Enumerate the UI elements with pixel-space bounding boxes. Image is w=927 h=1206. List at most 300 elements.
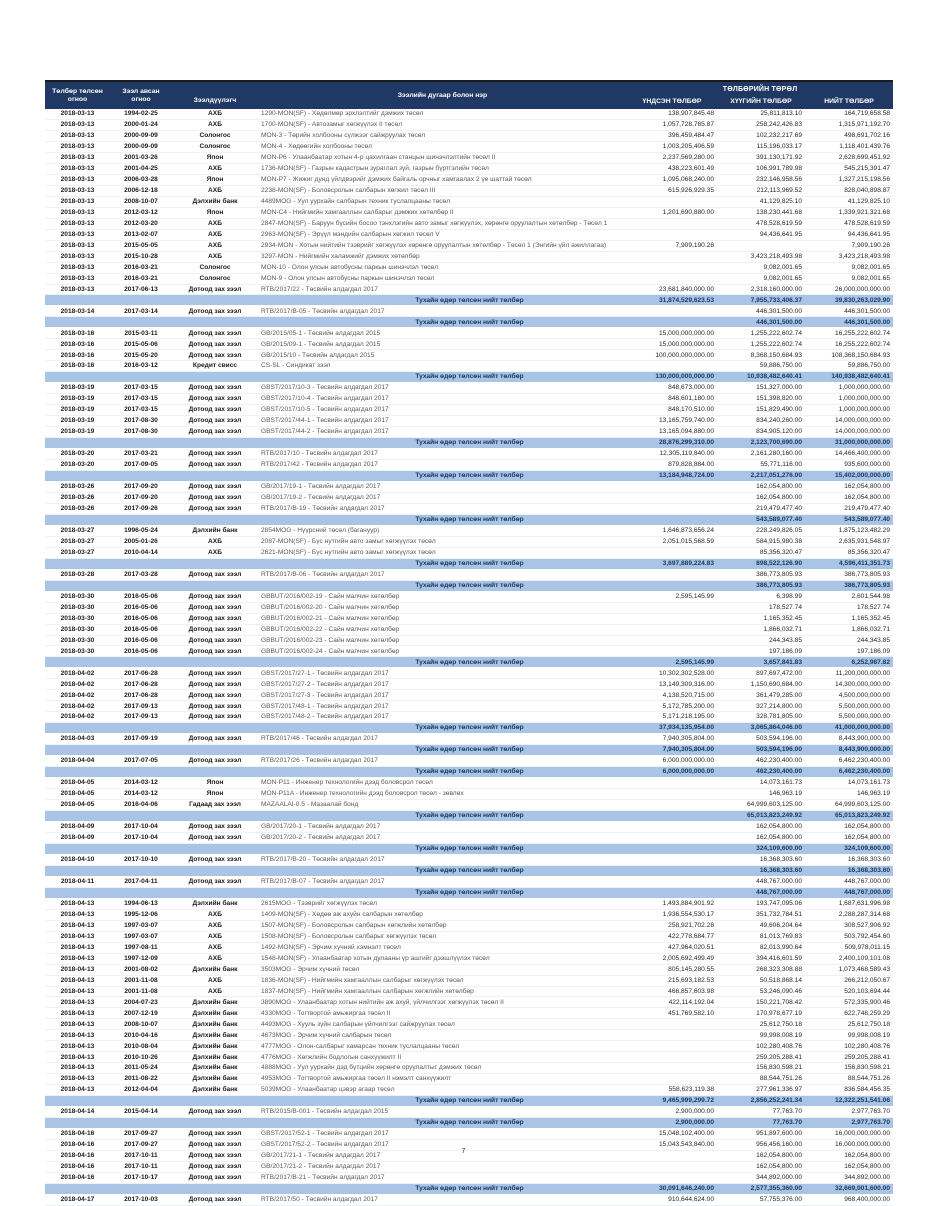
payment-date-cell: 2018-04-16 (45, 1172, 110, 1183)
daily-total-label: Тухайн өдөр төлсөн нийт төлбөр (45, 887, 627, 898)
total-cell: 41,129,825.10 (805, 196, 893, 207)
interest-cell: 59,886,750.00 (717, 361, 805, 372)
loan-name-cell: 2934-MON - Хотын нийтийн тээврийг хөгжүүлэх хөрөнгө оруулалтын хөтөлбөр - Төсөл 1 (Энгийн үйл ажиллагаа) (258, 240, 627, 251)
principal-cell: 910,644,624.00 (627, 1194, 717, 1205)
lender-cell: АХБ (172, 119, 258, 130)
loan-name-cell: 4330MOG - Тогтвортой амьжиргаа төсөл II (258, 1008, 627, 1019)
lender-cell: Дотоод зах зээл (172, 668, 258, 679)
payment-date-cell: 2018-03-30 (45, 602, 110, 613)
loan-name-cell: MON-9 - Олон улсын автобусны паркын шинэчлэл төсөл (258, 273, 627, 284)
payment-date-cell: 2018-03-13 (45, 207, 110, 218)
payment-date-cell: 2018-03-13 (45, 152, 110, 163)
lender-cell: Дотоод зах зээл (172, 328, 258, 339)
summary-total-cell: 6,462,230,400.00 (805, 767, 893, 778)
loan-date-cell: 2017-09-13 (110, 712, 172, 723)
payment-row (45, 931, 893, 942)
lender-cell: АХБ (172, 942, 258, 953)
loan-name-cell: 2087-MON(SF) - Бүс нутгийн авто замыг хөгжүүлэх төсөл (258, 536, 627, 547)
payment-date-cell: 2018-04-05 (45, 789, 110, 800)
loan-name-cell: GBBUT/2016/002-22 - Сайн малчин хөтөлбөр (258, 624, 627, 635)
payment-row (45, 229, 893, 240)
loan-name-cell: 2963-MON(SF) - Эрүүл мэндийн салбарын хөгжил төсөл V (258, 229, 627, 240)
principal-cell: 7,940,305,804.00 (627, 734, 717, 745)
total-cell: 1,165,352.45 (805, 613, 893, 624)
summary-interest-cell: 324,109,600.00 (717, 843, 805, 854)
header-total: НИЙТ ТӨЛБӨР (805, 96, 893, 109)
daily-total-row (45, 745, 893, 756)
lender-cell: Солонгос (172, 130, 258, 141)
loan-name-cell: RTB/2017/B-19 - Төсвийн алдагдал 2017 (258, 503, 627, 514)
total-cell: 26,000,000,000.00 (805, 284, 893, 295)
total-cell: 3,423,218,493.98 (805, 251, 893, 262)
loan-name-cell: MON-P6 - Улаанбаатар хотын 4-р цахилгаан станцын шинэчлэлтийн төсөл II (258, 152, 627, 163)
payment-date-cell: 2018-03-16 (45, 361, 110, 372)
summary-principal-cell (627, 865, 717, 876)
lender-cell: АХБ (172, 240, 258, 251)
total-cell: 7,909,190.28 (805, 240, 893, 251)
interest-cell: 8,368,150,684.93 (717, 350, 805, 361)
total-cell: 16,000,000,000.00 (805, 1140, 893, 1151)
loan-name-cell: GBST/2017/10-4 - Төсвийн алдагдал 2017 (258, 394, 627, 405)
loan-name-cell: 2847-MON(SF) - Баруун бүсийн босоо тэнхлэгийн авто замыг хөгжүүлэх, хөрөнгө оруулалтын хөтөлбөр - Төсөл 1 (258, 218, 627, 229)
loan-date-cell: 2015-10-28 (110, 251, 172, 262)
interest-cell: 478,528,619.59 (717, 218, 805, 229)
total-cell: 344,892,000.00 (805, 1172, 893, 1183)
interest-cell: 162,054,800.00 (717, 1162, 805, 1173)
loan-name-cell: 3297-MON - Нийгмийн халамжийг дэмжих хөтөлбөр (258, 251, 627, 262)
payment-row (45, 1063, 893, 1074)
payment-date-cell: 2018-03-19 (45, 394, 110, 405)
payment-date-cell: 2018-04-13 (45, 920, 110, 931)
loan-date-cell: 2017-03-15 (110, 383, 172, 394)
total-cell: 59,886,750.00 (805, 361, 893, 372)
header-payment-date: Төлбөр төлсөн огноо (45, 81, 110, 109)
total-cell: 1,118,401,439.76 (805, 141, 893, 152)
header-loan-date: Зээл авсан огноо (110, 81, 172, 109)
principal-cell: 396,459,484.47 (627, 130, 717, 141)
loan-date-cell: 2017-06-28 (110, 668, 172, 679)
principal-cell: 805,145,280.55 (627, 964, 717, 975)
total-cell: 836,584,456.35 (805, 1085, 893, 1096)
daily-total-row (45, 811, 893, 822)
total-cell: 11,200,000,000.00 (805, 668, 893, 679)
total-cell: 16,255,222,602.74 (805, 339, 893, 350)
payment-row (45, 328, 893, 339)
payment-date-cell: 2018-03-19 (45, 427, 110, 438)
lender-cell: АХБ (172, 909, 258, 920)
principal-cell: 1,057,728,765.87 (627, 119, 717, 130)
loan-date-cell: 2015-04-14 (110, 1107, 172, 1118)
loan-name-cell: RTB/2017/B-06 - Төсвийн алдагдал 2017 (258, 569, 627, 580)
summary-principal-cell: 31,874,529,623.53 (627, 295, 717, 306)
payment-date-cell: 2018-03-30 (45, 624, 110, 635)
summary-interest-cell: 7,955,733,406.37 (717, 295, 805, 306)
interest-cell: 951,897,600.00 (717, 1129, 805, 1140)
lender-cell: Дэлхийн банк (172, 1052, 258, 1063)
summary-interest-cell: 2,217,051,276.00 (717, 470, 805, 481)
principal-cell (627, 361, 717, 372)
principal-cell (627, 1063, 717, 1074)
interest-cell: 2,161,280,160.00 (717, 449, 805, 460)
summary-principal-cell: 6,000,000,000.00 (627, 767, 717, 778)
lender-cell: Дотоод зах зээл (172, 854, 258, 865)
payment-row (45, 1172, 893, 1183)
payment-date-cell: 2018-04-13 (45, 986, 110, 997)
loan-date-cell: 2017-09-20 (110, 492, 172, 503)
payment-row (45, 832, 893, 843)
interest-cell: 834,240,260.00 (717, 416, 805, 427)
payment-date-cell: 2018-04-13 (45, 931, 110, 942)
daily-total-row (45, 470, 893, 481)
payment-date-cell: 2018-04-13 (45, 909, 110, 920)
principal-cell (627, 218, 717, 229)
payment-date-cell: 2018-04-16 (45, 1151, 110, 1162)
interest-cell: 9,082,001.65 (717, 273, 805, 284)
payment-date-cell: 2018-04-13 (45, 942, 110, 953)
total-cell: 266,212,050.67 (805, 975, 893, 986)
principal-cell (627, 646, 717, 657)
interest-cell: 138,230,441.68 (717, 207, 805, 218)
total-cell: 178,527.74 (805, 602, 893, 613)
principal-cell (627, 613, 717, 624)
summary-interest-cell: 386,773,805.93 (717, 580, 805, 591)
loan-name-cell: GB/2017/19-2 - Төсвийн алдагдал 2017 (258, 492, 627, 503)
payment-date-cell: 2018-04-09 (45, 832, 110, 843)
lender-cell: АХБ (172, 109, 258, 119)
lender-cell: Солонгос (172, 141, 258, 152)
daily-total-row (45, 1183, 893, 1194)
loan-name-cell: RTB/2017/B-21 - Төсвийн алдагдал 2017 (258, 1172, 627, 1183)
loan-name-cell: RTB/2017/B-05 - Төсвийн алдагдал 2017 (258, 306, 627, 317)
daily-total-label: Тухайн өдөр төлсөн нийт төлбөр (45, 1183, 627, 1194)
summary-interest-cell: 3,657,841.83 (717, 657, 805, 668)
table-body (45, 109, 893, 1205)
principal-cell: 5,172,785,200.00 (627, 701, 717, 712)
daily-total-row (45, 843, 893, 854)
header-principal: ҮНДСЭН ТӨЛБӨР (627, 96, 717, 109)
lender-cell: Дотоод зах зээл (172, 306, 258, 317)
principal-cell: 7,909,190.28 (627, 240, 717, 251)
lender-cell: Дотоод зах зээл (172, 569, 258, 580)
summary-total-cell: 39,830,263,029.90 (805, 295, 893, 306)
total-cell: 9,082,001.65 (805, 262, 893, 273)
total-cell: 162,054,800.00 (805, 481, 893, 492)
loan-name-cell: 1736-MON(SF) - Газрын кадастрын зураглал зүй, газрын бүртгэлийн төсөл (258, 163, 627, 174)
loan-date-cell: 2017-09-27 (110, 1140, 172, 1151)
principal-cell (627, 1041, 717, 1052)
total-cell: 2,635,931,548.97 (805, 536, 893, 547)
lender-cell: Дотоод зах зээл (172, 613, 258, 624)
payment-date-cell: 2018-03-19 (45, 416, 110, 427)
summary-interest-cell: 65,013,823,249.92 (717, 811, 805, 822)
payment-row (45, 591, 893, 602)
payment-row (45, 481, 893, 492)
principal-cell: 100,000,000,000.00 (627, 350, 717, 361)
lender-cell: Дотоод зах зээл (172, 427, 258, 438)
loan-name-cell: RTB/2017/46 - Төсвийн алдагдал 2017 (258, 734, 627, 745)
lender-cell: АХБ (172, 931, 258, 942)
lender-cell: Дотоод зах зээл (172, 1140, 258, 1151)
loan-name-cell: GB/2017/21-1 - Төсвийн алдагдал 2017 (258, 1151, 627, 1162)
interest-cell: 162,054,800.00 (717, 481, 805, 492)
principal-cell: 2,237,569,280.00 (627, 152, 717, 163)
interest-cell: 277,961,336.97 (717, 1085, 805, 1096)
lender-cell: Дотоод зах зээл (172, 405, 258, 416)
payment-date-cell: 2018-03-13 (45, 130, 110, 141)
interest-cell: 1,255,222,602.74 (717, 339, 805, 350)
principal-cell (627, 1052, 717, 1063)
loan-date-cell: 2016-03-21 (110, 273, 172, 284)
payment-row (45, 163, 893, 174)
loan-date-cell: 2017-09-20 (110, 481, 172, 492)
lender-cell: Дэлхийн банк (172, 1019, 258, 1030)
payment-row (45, 1052, 893, 1063)
loan-name-cell: 1290-MON(SF) - Хөдөлмөр эрхлэлтийг дэмжих төсөл (258, 109, 627, 119)
total-cell: 935,600,000.00 (805, 460, 893, 471)
interest-cell: 115,196,033.17 (717, 141, 805, 152)
payment-row (45, 536, 893, 547)
payment-row (45, 635, 893, 646)
payment-date-cell: 2018-04-13 (45, 1030, 110, 1041)
lender-cell: Дотоод зах зээл (172, 876, 258, 887)
lender-cell: Дотоод зах зээл (172, 602, 258, 613)
total-cell: 162,054,800.00 (805, 1151, 893, 1162)
loan-date-cell: 2006-03-28 (110, 174, 172, 185)
total-cell: 1,315,971,192.70 (805, 119, 893, 130)
lender-cell: Япон (172, 174, 258, 185)
interest-cell: 85,356,320.47 (717, 547, 805, 558)
payment-date-cell: 2018-04-13 (45, 1041, 110, 1052)
lender-cell: Дотоод зах зээл (172, 481, 258, 492)
payment-date-cell: 2018-03-14 (45, 306, 110, 317)
loan-name-cell: 1836-MON(SF) - Нийгмийн хамгааллын салбарыг хөгжүүлэх төсөл (258, 975, 627, 986)
loan-name-cell: GBST/2017/10-3 - Төсвийн алдагдал 2017 (258, 383, 627, 394)
principal-cell: 12,305,119,840.00 (627, 449, 717, 460)
loan-name-cell: RTB/2017/B-07 - Төсвийн алдагдал 2017 (258, 876, 627, 887)
summary-interest-cell: 10,938,482,640.41 (717, 372, 805, 383)
summary-interest-cell: 898,522,126.90 (717, 558, 805, 569)
daily-total-label: Тухайн өдөр төлсөн нийт төлбөр (45, 723, 627, 734)
loan-name-cell: MON-P7 - Жижиг дунд үйлдвэрийг дэмжих байгаль орчныг хамгаалах 2 үе шаттай төсөл (258, 174, 627, 185)
lender-cell: Дотоод зах зээл (172, 690, 258, 701)
total-cell: 503,792,454.60 (805, 931, 893, 942)
summary-interest-cell: 77,763.70 (717, 1118, 805, 1129)
summary-principal-cell: 30,091,646,240.00 (627, 1183, 717, 1194)
loan-date-cell: 2015-05-20 (110, 350, 172, 361)
payment-date-cell: 2018-04-02 (45, 701, 110, 712)
lender-cell: Гадаад зах зээл (172, 800, 258, 811)
total-cell: 1,000,000,000.00 (805, 383, 893, 394)
payment-row (45, 1074, 893, 1085)
summary-total-cell: 6,252,987.82 (805, 657, 893, 668)
interest-cell: 94,436,641.95 (717, 229, 805, 240)
loan-name-cell: MON-C4 - Нийгмийн хамгааллын салбарыг дэмжих хөтөлбөр II (258, 207, 627, 218)
lender-cell: Дотоод зах зээл (172, 339, 258, 350)
payment-row (45, 306, 893, 317)
loan-date-cell: 2016-05-06 (110, 602, 172, 613)
principal-cell (627, 492, 717, 503)
total-cell: 572,335,900.46 (805, 997, 893, 1008)
payment-date-cell: 2018-04-13 (45, 1074, 110, 1085)
total-cell: 244,343.85 (805, 635, 893, 646)
summary-total-cell: 446,301,500.00 (805, 317, 893, 328)
principal-cell (627, 503, 717, 514)
lender-cell: Япон (172, 778, 258, 789)
payment-row (45, 778, 893, 789)
loan-date-cell: 1995-12-06 (110, 909, 172, 920)
loan-name-cell: CS-SL - Синдикат зээл (258, 361, 627, 372)
total-cell: 162,054,800.00 (805, 821, 893, 832)
total-cell: 5,500,000,000.00 (805, 701, 893, 712)
lender-cell: АХБ (172, 975, 258, 986)
interest-cell: 1,866,032.71 (717, 624, 805, 635)
interest-cell: 834,905,120.00 (717, 427, 805, 438)
payment-date-cell: 2018-04-02 (45, 668, 110, 679)
interest-cell: 82,013,990.64 (717, 942, 805, 953)
loan-name-cell: GBBUT/2016/002-19 - Сайн малчин хөтөлбөр (258, 591, 627, 602)
principal-cell: 4,138,520,715.00 (627, 690, 717, 701)
daily-total-label: Тухайн өдөр төлсөн нийт төлбөр (45, 767, 627, 778)
loan-name-cell: 3503MOG - Эрчим хүчний төсөл (258, 964, 627, 975)
total-cell: 162,054,800.00 (805, 1162, 893, 1173)
interest-cell: 102,280,408.76 (717, 1041, 805, 1052)
interest-cell: 151,398,820.00 (717, 394, 805, 405)
lender-cell: Дотоод зах зээл (172, 1172, 258, 1183)
payment-row (45, 942, 893, 953)
principal-cell: 422,778,684.77 (627, 931, 717, 942)
summary-total-cell: 31,000,000,000.00 (805, 438, 893, 449)
payment-date-cell: 2018-03-26 (45, 492, 110, 503)
lender-cell: Дотоод зах зээл (172, 492, 258, 503)
payment-date-cell: 2018-03-13 (45, 163, 110, 174)
principal-cell: 427,964,020.51 (627, 942, 717, 953)
loan-name-cell: RTB/2017/50 - Төсвийн алдагдал 2017 (258, 1194, 627, 1205)
principal-cell (627, 1074, 717, 1085)
loan-name-cell: GB/2017/21-2 - Төсвийн алдагдал 2017 (258, 1162, 627, 1173)
lender-cell: Дэлхийн банк (172, 898, 258, 909)
summary-interest-cell: 2,577,355,360.00 (717, 1183, 805, 1194)
principal-cell (627, 624, 717, 635)
principal-cell (627, 273, 717, 284)
daily-total-label: Тухайн өдөр төлсөн нийт төлбөр (45, 745, 627, 756)
lender-cell: Дотоод зах зээл (172, 646, 258, 657)
principal-cell (627, 251, 717, 262)
principal-cell (627, 196, 717, 207)
total-cell: 520,103,694.44 (805, 986, 893, 997)
principal-cell: 1,095,068,240.00 (627, 174, 717, 185)
total-cell: 446,301,500.00 (805, 306, 893, 317)
loan-date-cell: 2016-04-06 (110, 800, 172, 811)
lender-cell: Япон (172, 207, 258, 218)
daily-total-row (45, 514, 893, 525)
loan-date-cell: 2017-09-13 (110, 701, 172, 712)
loan-date-cell: 2017-10-03 (110, 1194, 172, 1205)
interest-cell: 151,829,490.00 (717, 405, 805, 416)
lender-cell: АХБ (172, 218, 258, 229)
payment-row (45, 613, 893, 624)
interest-cell: 6,398.99 (717, 591, 805, 602)
loan-date-cell: 2017-09-27 (110, 1129, 172, 1140)
total-cell: 25,612,750.18 (805, 1019, 893, 1030)
loan-date-cell: 2010-08-04 (110, 1041, 172, 1052)
loan-date-cell: 2004-07-23 (110, 997, 172, 1008)
total-cell: 162,054,800.00 (805, 832, 893, 843)
payment-row (45, 449, 893, 460)
interest-cell: 584,915,980.38 (717, 536, 805, 547)
daily-total-label: Тухайн өдөр төлсөн нийт төлбөр (45, 514, 627, 525)
principal-cell (627, 854, 717, 865)
loan-name-cell: 1837-MON(SF) - Нийгмийн хамгааллын салбарын хөгжлийн хөтөлбөр (258, 986, 627, 997)
payment-row (45, 460, 893, 471)
lender-cell: Дотоод зах зээл (172, 712, 258, 723)
total-cell: 2,977,763.70 (805, 1107, 893, 1118)
payment-date-cell: 2018-03-27 (45, 547, 110, 558)
loan-name-cell: 4888MOG - Уул уурхайн дэд бүтцийн хөрөнгө оруулалтыг дэмжих төсөл (258, 1063, 627, 1074)
loan-name-cell: RTB/2017/26 - Төсвийн алдагдал 2017 (258, 756, 627, 767)
principal-cell (627, 1162, 717, 1173)
payment-date-cell: 2018-04-05 (45, 800, 110, 811)
loan-date-cell: 2017-03-15 (110, 405, 172, 416)
summary-total-cell: 32,669,001,600.00 (805, 1183, 893, 1194)
principal-cell: 2,005,692,499.49 (627, 953, 717, 964)
summary-total-cell: 386,773,805.93 (805, 580, 893, 591)
principal-cell (627, 635, 717, 646)
loan-date-cell: 1997-12-09 (110, 953, 172, 964)
loan-date-cell: 2016-03-21 (110, 262, 172, 273)
total-cell: 94,436,641.95 (805, 229, 893, 240)
payment-row (45, 986, 893, 997)
interest-cell: 49,606,204.64 (717, 920, 805, 931)
summary-interest-cell: 543,589,077.40 (717, 514, 805, 525)
loan-date-cell: 2017-10-11 (110, 1162, 172, 1173)
loan-name-cell: MON-4 - Хөдөөгийн холбооны төсөл (258, 141, 627, 152)
total-cell: 828,040,898.87 (805, 185, 893, 196)
daily-total-row (45, 372, 893, 383)
daily-total-label: Тухайн өдөр төлсөн нийт төлбөр (45, 843, 627, 854)
summary-interest-cell: 16,368,303.60 (717, 865, 805, 876)
payment-row (45, 569, 893, 580)
lender-cell: Япон (172, 789, 258, 800)
lender-cell: АХБ (172, 536, 258, 547)
payment-date-cell: 2018-04-10 (45, 854, 110, 865)
daily-total-label: Тухайн өдөр төлсөн нийт төлбөр (45, 657, 627, 668)
principal-cell: 438,223,601.49 (627, 163, 717, 174)
principal-cell (627, 262, 717, 273)
interest-cell: 16,368,303.60 (717, 854, 805, 865)
lender-cell: Дэлхийн банк (172, 525, 258, 536)
daily-total-label: Тухайн өдөр төлсөн нийт төлбөр (45, 1096, 627, 1107)
interest-cell: 81,013,769.83 (717, 931, 805, 942)
interest-cell: 351,732,784.51 (717, 909, 805, 920)
payment-row (45, 646, 893, 657)
loan-name-cell: 1700-MON(SF) - Автозамыг хөгжүүлэх II төсөл (258, 119, 627, 130)
loan-name-cell: MON-P11A - Инженер технологийн дээд боловсрол төсөл - зөвлөх (258, 789, 627, 800)
daily-total-label: Тухайн өдөр төлсөн нийт төлбөр (45, 558, 627, 569)
daily-total-row (45, 580, 893, 591)
summary-total-cell: 8,443,900,000.00 (805, 745, 893, 756)
principal-cell: 258,921,702.28 (627, 920, 717, 931)
payment-row (45, 262, 893, 273)
loan-date-cell: 2006-12-18 (110, 185, 172, 196)
payment-row (45, 273, 893, 284)
loan-date-cell: 2016-05-06 (110, 646, 172, 657)
payment-date-cell: 2018-03-13 (45, 229, 110, 240)
interest-cell: 162,054,800.00 (717, 492, 805, 503)
principal-cell: 615,926,929.35 (627, 185, 717, 196)
total-cell: 545,215,391.47 (805, 163, 893, 174)
loan-date-cell: 2017-08-30 (110, 427, 172, 438)
principal-cell: 215,693,182.53 (627, 975, 717, 986)
